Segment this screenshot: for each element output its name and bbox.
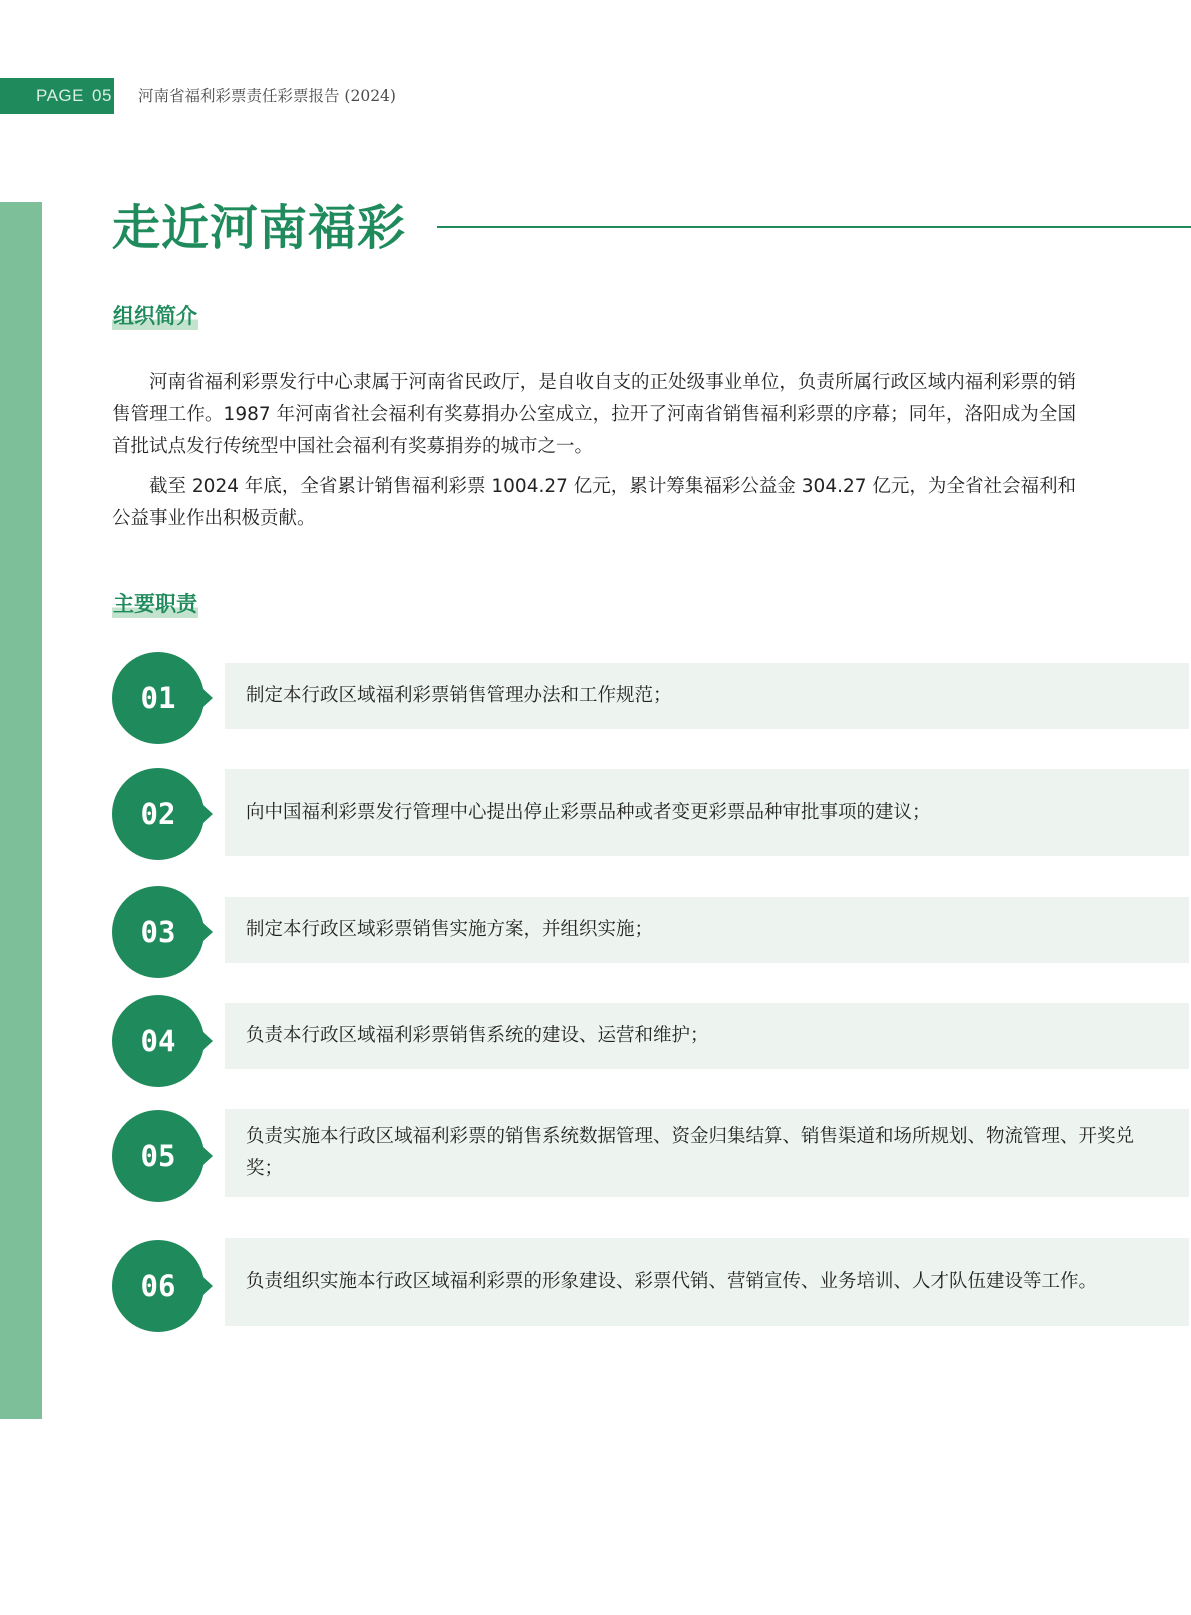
- intro-heading: 组织简介: [113, 304, 197, 328]
- duty-number-badge: 04: [112, 995, 204, 1087]
- title-divider: [437, 226, 1191, 228]
- duty-number-badge: 02: [112, 768, 204, 860]
- duty-text: [225, 1003, 1189, 1069]
- duty-text-label: 负责本行政区域福利彩票销售系统的建设、运营和维护；: [246, 1025, 709, 1046]
- duty-text-label: 负责实施本行政区域福利彩票的销售系统数据管理、资金归集结算、销售渠道和场所规划、物流管理、开奖兑奖；: [246, 1126, 1135, 1179]
- duty-text-label: 制定本行政区域福利彩票销售管理办法和工作规范；: [246, 685, 672, 706]
- duty-text-label: 制定本行政区域彩票销售实施方案，并组织实施；: [246, 919, 654, 940]
- page-title: 走近河南福彩: [112, 200, 407, 256]
- duty-number-badge: 01: [112, 652, 204, 744]
- duty-text-label: 向中国福利彩票发行管理中心提出停止彩票品种或者变更彩票品种审批事项的建议；: [246, 801, 931, 823]
- intro-paragraph: 截至 2024 年底，全省累计销售福利彩票 1004.27 亿元，累计筹集福彩公益金 304.27 亿元，为全省社会福利和公益事业作出积极贡献。: [112, 476, 1076, 529]
- page-number: 05: [91, 86, 112, 105]
- duty-text: [225, 1109, 1189, 1197]
- intro-text: [112, 367, 1076, 543]
- duty-text: [225, 1238, 1189, 1326]
- duties-heading: 主要职责: [113, 592, 197, 616]
- duty-number-badge: 06: [112, 1240, 204, 1332]
- duty-text: [225, 897, 1189, 963]
- duty-number-badge: 05: [112, 1110, 204, 1202]
- page-label: PAGE: [36, 86, 84, 105]
- duty-text: [225, 663, 1189, 729]
- page-tag: [0, 78, 114, 114]
- duty-text-label: 负责组织实施本行政区域福利彩票的形象建设、彩票代销、营销宣传、业务培训、人才队伍建设等工作。: [246, 1271, 1098, 1292]
- duty-text: [225, 769, 1189, 856]
- intro-paragraph: 河南省福利彩票发行中心隶属于河南省民政厅，是自收自支的正处级事业单位，负责所属行政区域内福利彩票的销售管理工作。1987 年河南省社会福利有奖募捐办公室成立，拉开了河南省销售福利彩票的序幕；同年，洛阳成为全国首批试点发行传统型中国社会福利有奖募捐券的城市之一。: [112, 372, 1076, 457]
- report-title: 河南省福利彩票责任彩票报告 (2024): [138, 87, 396, 105]
- duty-number-badge: 03: [112, 886, 204, 978]
- side-decor-bar: [0, 202, 42, 1419]
